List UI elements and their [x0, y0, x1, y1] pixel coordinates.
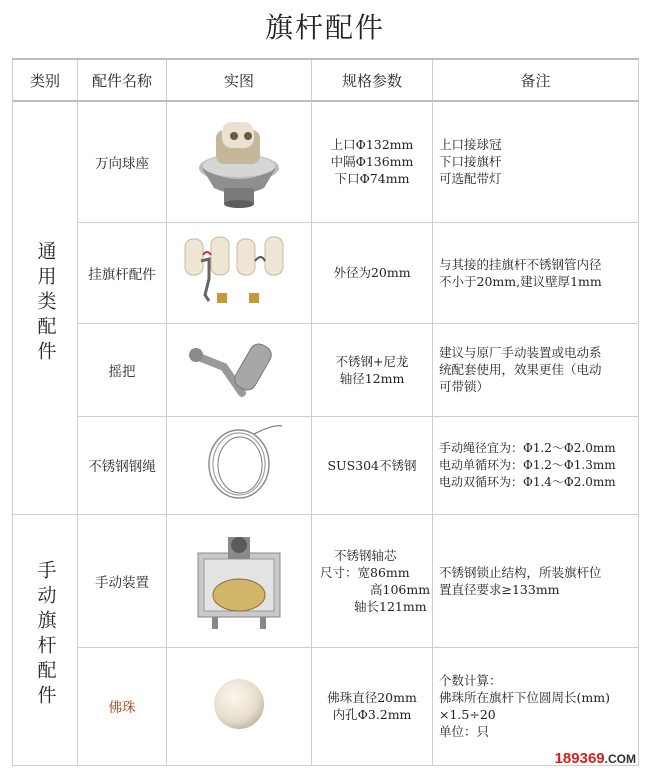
note-line: 可选配带灯 [439, 171, 502, 187]
spec-cell [312, 514, 433, 647]
site-watermark [555, 750, 636, 767]
spec-line: 外径为20mm [333, 265, 411, 280]
spec-line: 高106mm [370, 581, 431, 597]
note-line: 电动单循环为：Φ1.2～Φ1.3mm [439, 457, 616, 472]
crank-handle-image [167, 323, 312, 416]
spec-cell [312, 101, 433, 222]
accessories-table [12, 58, 639, 766]
spec-line: 轴长121mm [354, 598, 427, 614]
note-cell [433, 101, 639, 222]
category-manual [13, 514, 78, 765]
note-line: 下口接旗杆 [439, 154, 502, 170]
table-row [13, 101, 639, 222]
spec-line: 中隔Φ136mm [330, 154, 414, 170]
note-cell [433, 222, 639, 323]
spec-line: 上口Φ132mm [330, 137, 414, 153]
note-line: 电动双循环为：Φ1.4～Φ2.0mm [439, 474, 616, 489]
page-title: 旗杆配件 [264, 11, 385, 44]
table-row [13, 514, 639, 647]
header-photo: 实图 [167, 59, 312, 101]
part-name: 万向球座 [78, 101, 167, 222]
watermark-number: 189369 [554, 750, 605, 767]
note-line: 上口接球冠 [439, 137, 502, 153]
category-manual-text: 手动旗杆配件 [34, 560, 57, 710]
universal-ball-seat-image [167, 101, 312, 222]
note-line: 不小于20mm,建议壁厚1mm [439, 273, 602, 289]
table-row [13, 323, 639, 416]
part-name: 摇把 [78, 323, 167, 416]
spec-line: 轴径12mm [339, 370, 405, 386]
note-line: 不锈钢锁止结构，所装旗杆位 [439, 564, 602, 580]
spec-line: 佛珠直径20mm [327, 690, 417, 705]
spec-cell [312, 647, 433, 765]
part-name: 手动装置 [78, 514, 167, 647]
table-row [13, 222, 639, 323]
part-name: 不锈钢钢绳 [78, 416, 167, 514]
watermark-domain: .COM [604, 752, 636, 766]
header-note: 备注 [433, 59, 639, 101]
category-general-text: 通用类配件 [34, 240, 57, 366]
note-line: 可带锁） [439, 379, 490, 394]
part-name: 挂旗杆配件 [78, 222, 167, 323]
note-line: 个数计算： [439, 673, 502, 688]
spec-cell [312, 416, 433, 514]
note-line: 与其接的挂旗杆不锈钢管内径 [439, 256, 602, 272]
manual-device-image [167, 514, 312, 647]
category-general [13, 101, 78, 514]
spec-line: 尺寸：宽86mm [320, 564, 410, 580]
note-line: 单位：只 [439, 724, 490, 739]
note-cell [433, 416, 639, 514]
steel-wire-rope-image [167, 416, 312, 514]
note-line: ×1.5÷20 [439, 707, 496, 722]
header-spec: 规格参数 [312, 59, 433, 101]
note-line: 佛珠所在旗杆下位圆周长(mm) [439, 690, 610, 705]
spec-line: 下口Φ74mm [334, 171, 410, 187]
spec-line: 不锈钢轴芯 [334, 547, 397, 563]
note-line: 置直径要求≥133mm [439, 581, 560, 597]
header-part-name: 配件名称 [78, 59, 167, 101]
header-row [13, 59, 639, 101]
table-row [13, 647, 639, 765]
note-cell [433, 514, 639, 647]
note-cell [433, 323, 639, 416]
spec-line: 内孔Φ3.2mm [332, 707, 412, 722]
note-line: 手动绳径宜为：Φ1.2～Φ2.0mm [439, 440, 616, 455]
part-name: 佛珠 [78, 647, 167, 765]
spec-cell [312, 222, 433, 323]
note-cell [433, 647, 639, 765]
note-line: 建议与原厂手动装置或电动系 [439, 345, 602, 360]
table-row [13, 416, 639, 514]
bead-image [167, 647, 312, 765]
spec-line: 不锈钢+尼龙 [335, 353, 409, 369]
spec-cell [312, 323, 433, 416]
header-category: 类别 [13, 59, 78, 101]
flag-hook-fittings-image [167, 222, 312, 323]
note-line: 统配套使用，效果更佳（电动 [439, 362, 602, 377]
spec-line: SUS304不锈钢 [327, 457, 417, 473]
